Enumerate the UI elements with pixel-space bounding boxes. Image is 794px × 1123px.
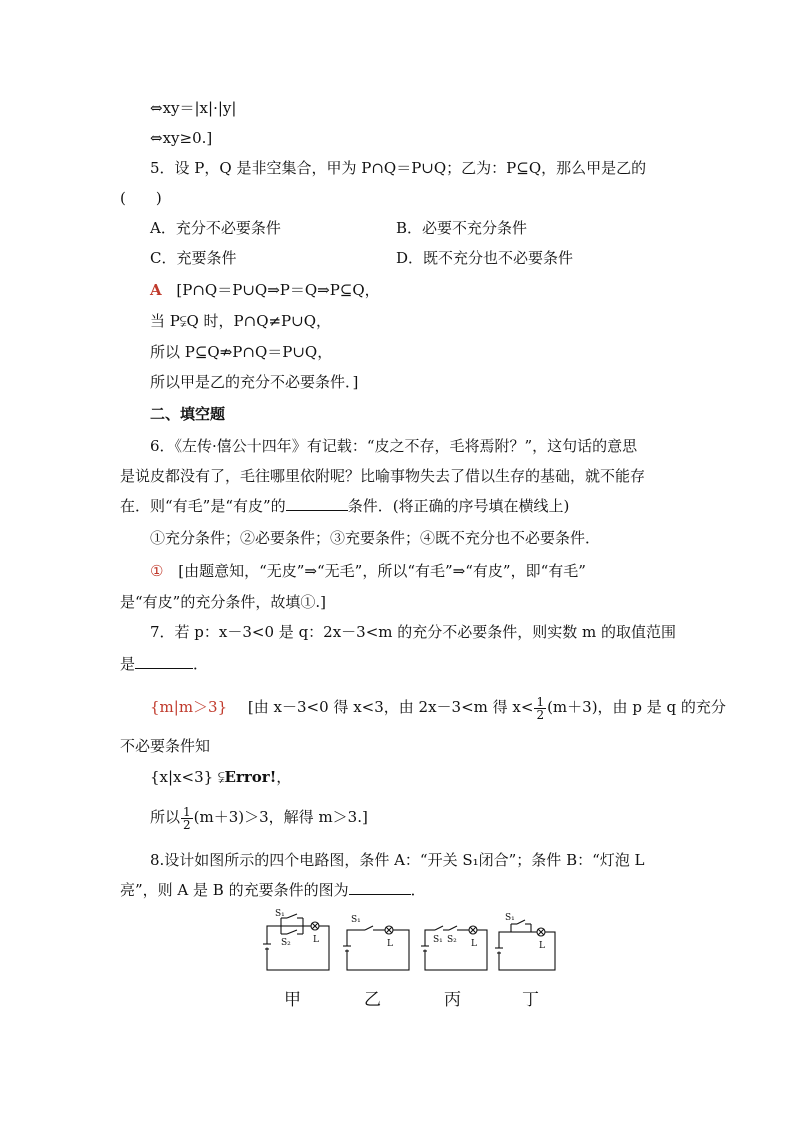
q5-solution-2: 当 P⫋Q 时，P∩Q≠P∪Q，	[150, 312, 332, 330]
bing-s1-label: S₁	[433, 935, 443, 945]
q7-answer: {m|m＞3}	[150, 698, 228, 716]
q5-stem: 5．设 P，Q 是非空集合，甲为 P∩Q＝P∪Q；乙为：P⊆Q，那么甲是乙的	[150, 159, 647, 177]
q7-answer-blank[interactable]	[135, 654, 193, 669]
circuit-label-bing: 丙	[444, 990, 461, 1010]
circuit-diagrams	[255, 908, 565, 980]
q6-line-3: 在．则“有毛”是“有皮”的 条件．(将正确的序号填在横线上)	[120, 497, 570, 515]
bing-s2-label: S₂	[447, 935, 457, 945]
q6-solution-2: 是“有皮”的充分条件，故填①.]	[120, 593, 326, 611]
q5-solution-3: 所以 P⊆Q⇏P∩Q＝P∪Q，	[150, 343, 333, 361]
q5-option-b: B．必要不充分条件	[396, 219, 528, 237]
q5-solution-4: 所以甲是乙的充分不必要条件．]	[150, 373, 359, 391]
q5-paren: ( )	[120, 189, 162, 207]
q4-tail-line-1: ⇔xy＝|x|·|y|	[150, 99, 237, 117]
q6-answer-blank[interactable]	[286, 496, 348, 511]
q6-answer: ①	[150, 562, 164, 580]
circuit-yi	[343, 926, 409, 970]
q5-option-c: C．充要条件	[150, 249, 237, 267]
q5-option-d: D．既不充分也不必要条件	[396, 249, 574, 267]
q8-answer-blank[interactable]	[349, 880, 411, 895]
jia-s1-label: S₁	[275, 909, 285, 919]
q6-solution-1: ① [由题意知，“无皮”⇒“无毛”，所以“有毛”⇒“有皮”，即“有毛”	[150, 562, 586, 580]
q7-solution-3: {x|x<3} ⫋Error!，	[150, 768, 292, 786]
q7-line-1: 7．若 p：x－3<0 是 q：2x－3<m 的充分不必要条件，则实数 m 的取值范围	[150, 623, 677, 641]
q8-line-2: 亮”，则 A 是 B 的充要条件的图为 ．	[120, 881, 426, 899]
q5-solution-1: A [P∩Q＝P∪Q⇒P＝Q⇒P⊆Q，	[150, 281, 380, 299]
jia-lamp-label: L	[313, 935, 319, 945]
q7-fraction-2: $\frac{1}{2}$	[183, 804, 191, 832]
q6-line-1: 6．《左传·僖公十四年》有记载：“皮之不存，毛将焉附？”，这句话的意思	[150, 437, 638, 455]
circuit-label-ding: 丁	[522, 990, 539, 1010]
circuit-ding	[495, 920, 555, 970]
ding-s1-label: S₁	[505, 913, 515, 923]
q7-fraction: $\frac{1}{2}$	[536, 694, 545, 722]
q5-option-a: A．充分不必要条件	[150, 219, 281, 237]
yi-lamp-label: L	[387, 939, 393, 949]
ding-lamp-label: L	[539, 941, 545, 951]
q4-tail-line-2: ⇔xy≥0.]	[150, 129, 213, 147]
jia-s2-label: S₂	[281, 938, 291, 948]
q7-solution-1: {m|m＞3} [由 x－3<0 得 x<3，由 2x－3<m 得 x< $\frac{1}{2}$ (m＋3)，由 p 是 q 的充分	[150, 694, 726, 722]
q6-line-4: ①充分条件；②必要条件；③充要条件；④既不充分也不必要条件．	[150, 529, 601, 547]
section-title: 二、填空题	[150, 405, 226, 423]
q6-line-2: 是说皮都没有了，毛往哪里依附呢？比喻事物失去了借以生存的基础，就不能存	[120, 467, 646, 485]
bing-lamp-label: L	[471, 939, 477, 949]
circuit-label-yi: 乙	[364, 990, 381, 1010]
q7-solution-4: 所以 $\frac{1}{2}$ (m＋3)＞3，解得 m＞3.]	[150, 804, 368, 832]
q7-error-text: Error!	[224, 768, 277, 786]
q8-line-1: 8.设计如图所示的四个电路图，条件 A：“开关 S₁闭合”；条件 B：“灯泡 L	[150, 851, 645, 869]
yi-s1-label: S₁	[351, 915, 361, 925]
q5-answer: A	[150, 281, 162, 299]
circuit-jia	[263, 914, 329, 970]
q7-solution-2: 不必要条件知	[120, 737, 211, 755]
q7-line-2: 是 ．	[120, 655, 209, 673]
circuit-bing	[421, 926, 487, 970]
circuit-label-jia: 甲	[284, 990, 301, 1010]
